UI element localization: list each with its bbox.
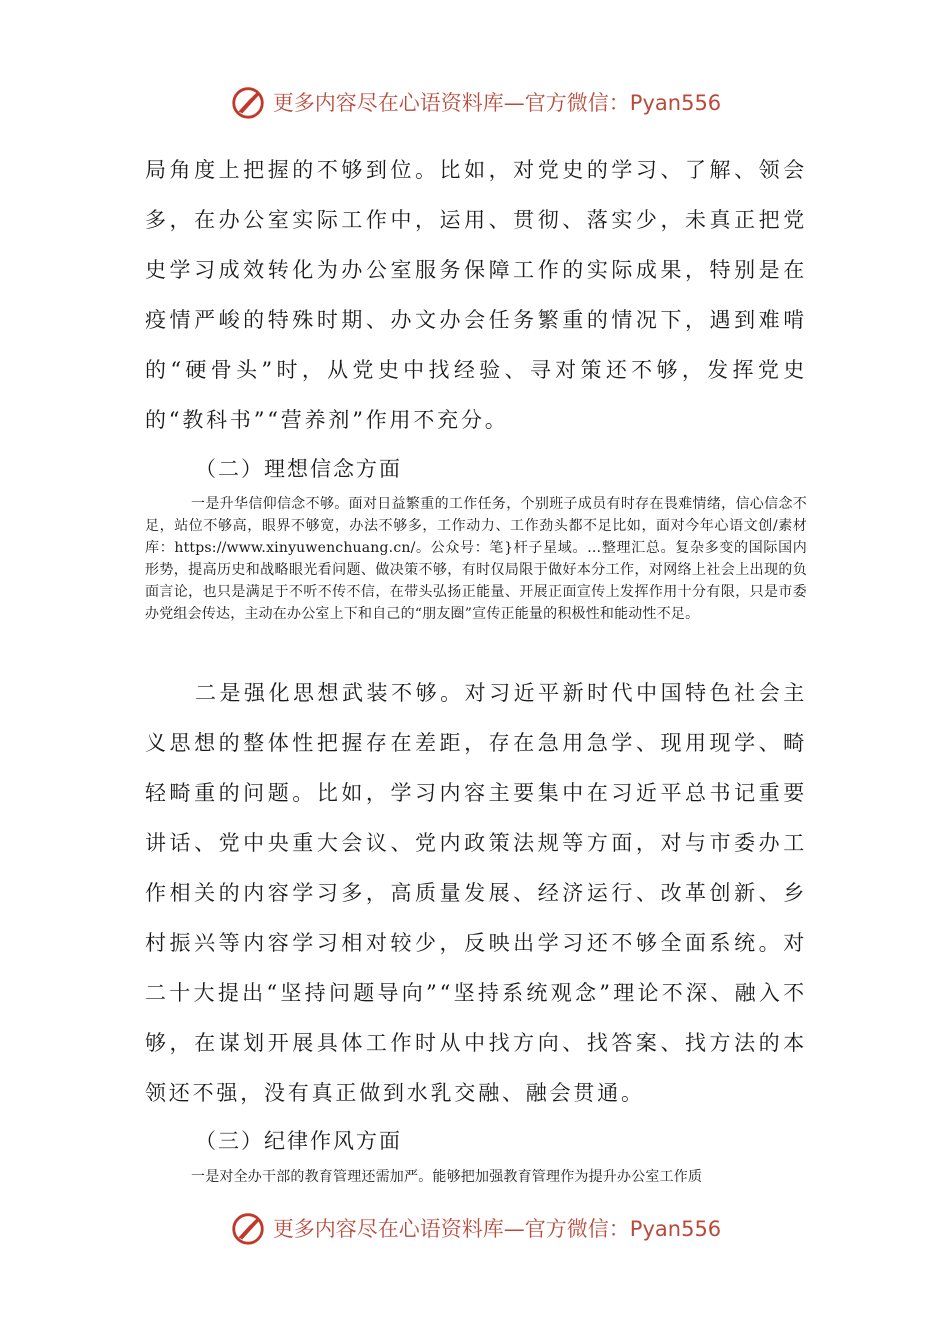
quill-logo-icon [229,1209,267,1247]
banner-text: 更多内容尽在心语资料库—官方微信：Pyan556 [272,91,722,115]
paragraph-education-small: 一是对全办干部的教育管理还需加严。能够把加强教育管理作为提升办公室工作质 [191,1169,703,1185]
paragraph-faith-small: 一是升华信仰信念不够。面对日益繁重的工作任务，个别班子成员有时存在畏难情绪，信心信念不足，站位不够高，眼界不够宽，办法不够多，工作动力、工作劲头都不足比如，面对今年心语文创/素材库：https://www.xinyuwenchuang.cn/。公众号：笔}杆子星域。…整理汇总。复杂多变的国际国内形势，提高历史和战略眼光看问题、做决策不够，有时仅局限于做好本分工作，对网络上社会上出现的负面言论，也只是满足于不听不传不信，在带头弘扬正能量、开展正面宣传上发挥作用十分有限，只是市委办党组会传达，主动在办公室上下和自己的“朋友圈”宣传正能量的积极性和能动性不足。 [145,496,807,622]
header-banner [0,80,950,124]
section-heading-discipline: （三）纪律作风方面 [195,1129,402,1153]
paragraph-party-history: 局角度上把握的不够到位。比如，对党史的学习、了解、领会多，在办公室实际工作中，运用、贯彻、落实少，未真正把党史学习成效转化为办公室服务保障工作的实际成果，特别是在疫情严峻的特殊时期、办文办会任务繁重的情况下，遇到难啃的“硬骨头”时，从党史中找经验、寻对策还不够，发挥党史的“教科书”“营养剂”作用不充分。 [145,158,807,432]
quill-logo-icon [229,83,267,121]
footer-banner [0,1206,950,1250]
banner-text: 更多内容尽在心语资料库—官方微信：Pyan556 [272,1217,722,1241]
section-heading-ideals: （二）理想信念方面 [195,457,402,481]
paragraph-ideological-arming: 二是强化思想武装不够。对习近平新时代中国特色社会主义思想的整体性把握存在差距，存在急用急学、现用现学、畸轻畸重的问题。比如，学习内容主要集中在习近平总书记重要讲话、党中央重大会议、党内政策法规等方面，对与市委办工作相关的内容学习多，高质量发展、经济运行、改革创新、乡村振兴等内容学习相对较少，反映出学习还不够全面系统。对二十大提出“坚持问题导向”“坚持系统观念”理论不深、融入不够，在谋划开展具体工作时从中找方向、找答案、找方法的本领还不强，没有真正做到水乳交融、融会贯通。 [145,681,807,1105]
